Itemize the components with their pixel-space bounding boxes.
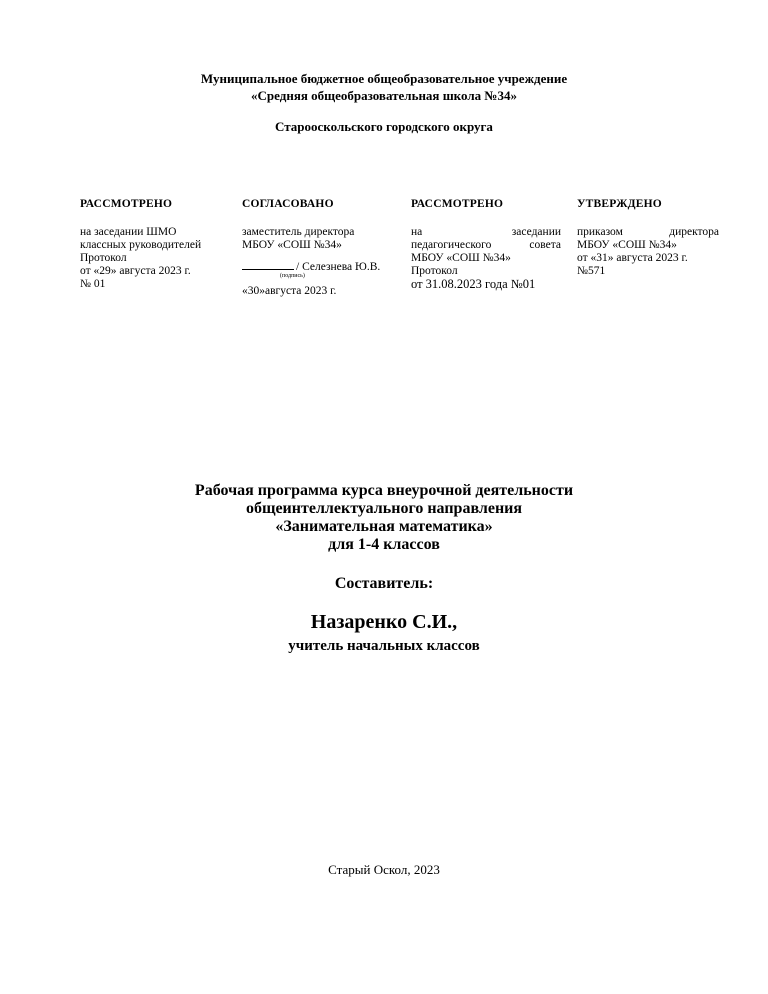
signature-caption: (подпись) [280,273,305,279]
approval-word: приказом [577,226,623,238]
approval-column-order [577,198,719,278]
author-label: Составитель: [334,575,434,592]
approval-line: МБОУ «СОШ №34» [577,239,677,251]
approval-line [411,226,561,239]
author-position: учитель начальных классов [288,638,480,654]
district-name: Старооскольского городского округа [275,119,493,134]
approval-column-deputy [242,198,397,298]
place-year: Старый Оскол, 2023 [328,862,440,877]
signature-name: / Селезнева Ю.В. [296,261,381,273]
approval-line: МБОУ «СОШ №34» [242,239,342,251]
approval-line: №571 [577,265,606,277]
approval-word: педагогического [411,239,492,251]
school-name-line2: «Средняя общеобразовательная школа №34» [251,88,517,103]
approval-line: Протокол [411,265,458,277]
approval-line: заместитель директора [242,226,355,238]
approval-title: УТВЕРЖДЕНО [577,198,662,210]
approval-title: РАССМОТРЕНО [411,198,504,210]
approval-word: заседании [511,226,561,238]
approval-line: № 01 [80,278,106,290]
author-name: Назаренко С.И., [310,611,458,633]
approval-word: на [411,226,423,238]
approval-line: Протокол [80,252,127,264]
signature-blank [242,260,294,270]
approval-line [577,226,719,239]
approval-word: директора [669,226,719,238]
approval-line: от «29» августа 2023 г. [80,265,191,277]
approval-line: классных руководителей [80,239,202,251]
approval-title: СОГЛАСОВАНО [242,198,334,210]
approval-line: от 31.08.2023 года №01 [411,277,536,291]
approval-line [411,239,561,252]
program-title-line2: общеинтеллектуального направления [245,500,523,517]
approval-column-shmo [80,198,223,291]
program-title-line1: Рабочая программа курса внеурочной деятельности [194,482,574,499]
approval-line: МБОУ «СОШ №34» [411,252,511,264]
signature-line [242,260,397,274]
approval-line: от «31» августа 2023 г. [577,252,688,264]
program-title-line3: «Занимательная математика» [275,518,493,535]
school-name-line1: Муниципальное бюджетное общеобразовательное учреждение [200,71,568,86]
approval-line: на заседании ШМО [80,226,177,238]
approval-column-council [411,198,561,291]
program-title-line4: для 1-4 классов [328,536,440,553]
approval-word: совета [529,239,561,251]
approval-title: РАССМОТРЕНО [80,198,173,210]
approval-date: «30»августа 2023 г. [242,285,337,297]
